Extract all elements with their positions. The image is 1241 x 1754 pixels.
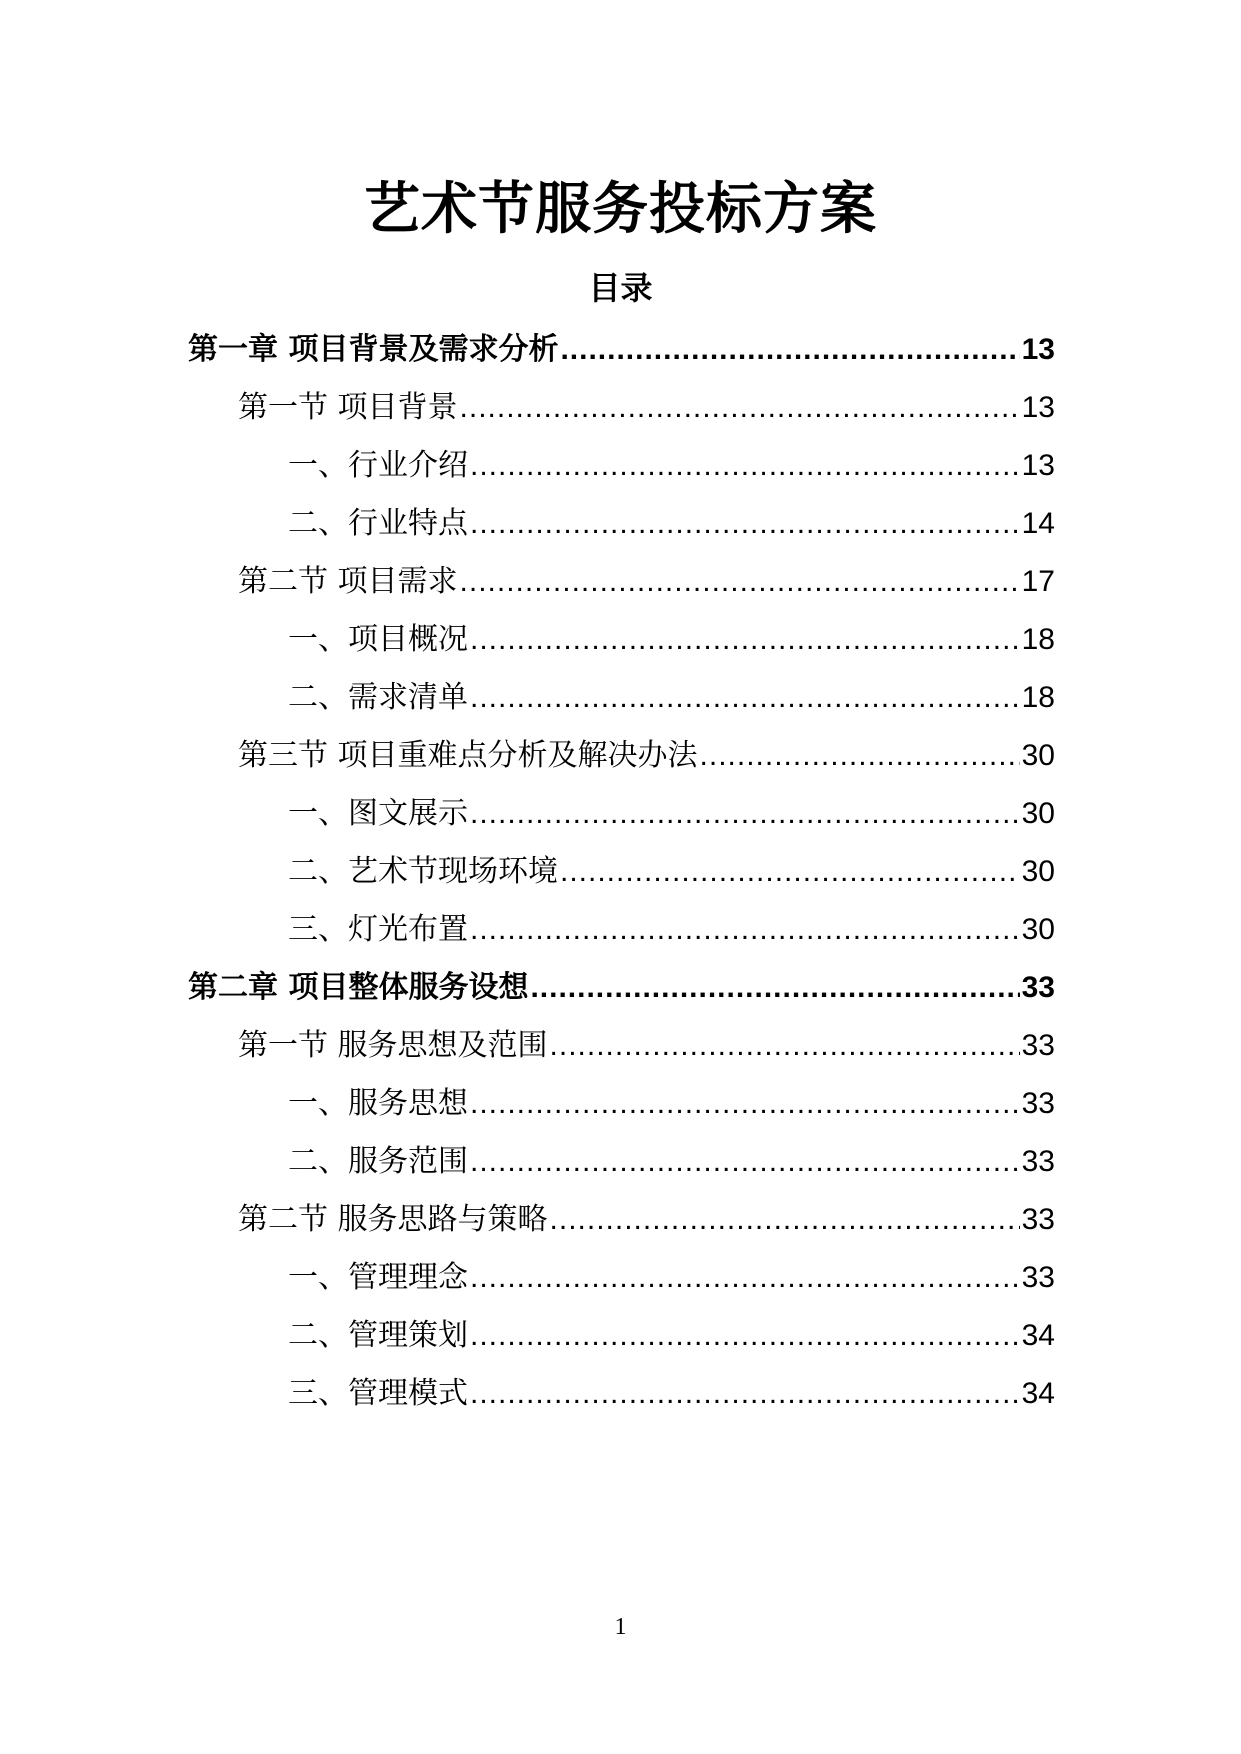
toc-entry-page: 33 [1021,1203,1055,1236]
toc-entry-label: 第一节 服务思想及范围 [238,1028,548,1063]
toc-entry-label: 二、服务范围 [288,1144,468,1179]
toc-leader-dots [470,446,1020,486]
toc-entry-page: 17 [1021,565,1055,598]
toc-leader-dots [700,736,1020,776]
toc-entry-page: 33 [1021,1145,1055,1178]
toc-leader-dots [470,1316,1020,1356]
toc-leader-dots [460,562,1020,602]
toc-entry-subsection[interactable] [288,1310,1055,1356]
toc-entry-page: 13 [1021,449,1055,482]
toc-entry-subsection[interactable] [288,846,1055,892]
toc-entry-label: 二、艺术节现场环境 [288,854,558,889]
toc-entry-label: 第二章 项目整体服务设想 [188,970,529,1005]
toc-leader-dots [470,678,1020,718]
toc-entry-label: 三、管理模式 [288,1376,468,1411]
toc-entry-subsection[interactable] [288,904,1055,950]
toc-leader-dots [470,910,1020,950]
toc-entry-page: 13 [1021,333,1055,366]
toc-entry-label: 二、管理策划 [288,1318,468,1353]
toc-entry-page: 14 [1021,507,1055,540]
toc-leader-dots [550,1026,1020,1066]
toc-leader-dots [550,1200,1020,1240]
toc-entry-label: 三、灯光布置 [288,912,468,947]
toc-entry-section[interactable] [238,730,1055,776]
toc-entry-label: 一、管理理念 [288,1260,468,1295]
toc-entry-page: 34 [1021,1377,1055,1410]
toc-leader-dots [560,852,1020,892]
toc-entry-section[interactable] [238,1194,1055,1240]
toc-entry-subsection[interactable] [288,1252,1055,1298]
toc-leader-dots [560,330,1019,370]
toc-entry-label: 一、行业介绍 [288,448,468,483]
toc-leader-dots [460,388,1020,428]
toc-entry-page: 33 [1021,1087,1055,1120]
toc-entry-label: 第一节 项目背景 [238,390,458,425]
toc-entry-label: 一、服务思想 [288,1086,468,1121]
toc-entry-label: 二、需求清单 [288,680,468,715]
toc-leader-dots [470,1258,1020,1298]
toc-leader-dots [470,1142,1020,1182]
toc-entry-subsection[interactable] [288,788,1055,834]
toc-entry-label: 第二节 服务思路与策略 [238,1202,548,1237]
toc-entry-page: 30 [1021,855,1055,888]
toc-entry-label: 一、项目概况 [288,622,468,657]
toc-leader-dots [470,620,1020,660]
toc-entry-page: 30 [1021,739,1055,772]
toc-entry-subsection[interactable] [288,440,1055,486]
toc-entry-page: 13 [1021,391,1055,424]
toc-entry-section[interactable] [238,1020,1055,1066]
toc-entry-label: 二、行业特点 [288,506,468,541]
toc-entry-subsection[interactable] [288,672,1055,718]
toc-entry-label: 一、图文展示 [288,796,468,831]
toc-entry-page: 18 [1021,681,1055,714]
toc-entry-subsection[interactable] [288,1078,1055,1124]
toc-entry-subsection[interactable] [288,1136,1055,1182]
document-title: 艺术节服务投标方案 [364,177,877,242]
toc-entry-page: 33 [1021,1261,1055,1294]
toc-leader-dots [470,794,1020,834]
page-number: 1 [614,1614,627,1640]
toc-leader-dots [470,504,1020,544]
toc-entry-page: 34 [1021,1319,1055,1352]
toc-entry-page: 30 [1021,913,1055,946]
toc-entry-subsection[interactable] [288,614,1055,660]
toc-entry-subsection[interactable] [288,498,1055,544]
toc-entry-section[interactable] [238,556,1055,602]
toc-entry-page: 33 [1021,971,1055,1004]
toc-leader-dots [470,1084,1020,1124]
toc-entry-page: 18 [1021,623,1055,656]
toc-entry-label: 第一章 项目背景及需求分析 [188,332,559,367]
toc-leader-dots [530,968,1019,1008]
toc-leader-dots [470,1374,1020,1414]
toc-entry-subsection[interactable] [288,1368,1055,1414]
toc-entry-page: 33 [1021,1029,1055,1062]
toc-heading: 目录 [588,269,653,307]
toc-entry-page: 30 [1021,797,1055,830]
toc-entry-section[interactable] [238,382,1055,428]
toc-entry-label: 第二节 项目需求 [238,564,458,599]
toc-entry-chapter[interactable] [188,324,1055,370]
toc-entry-label: 第三节 项目重难点分析及解决办法 [238,738,698,773]
toc-entry-chapter[interactable] [188,962,1055,1008]
